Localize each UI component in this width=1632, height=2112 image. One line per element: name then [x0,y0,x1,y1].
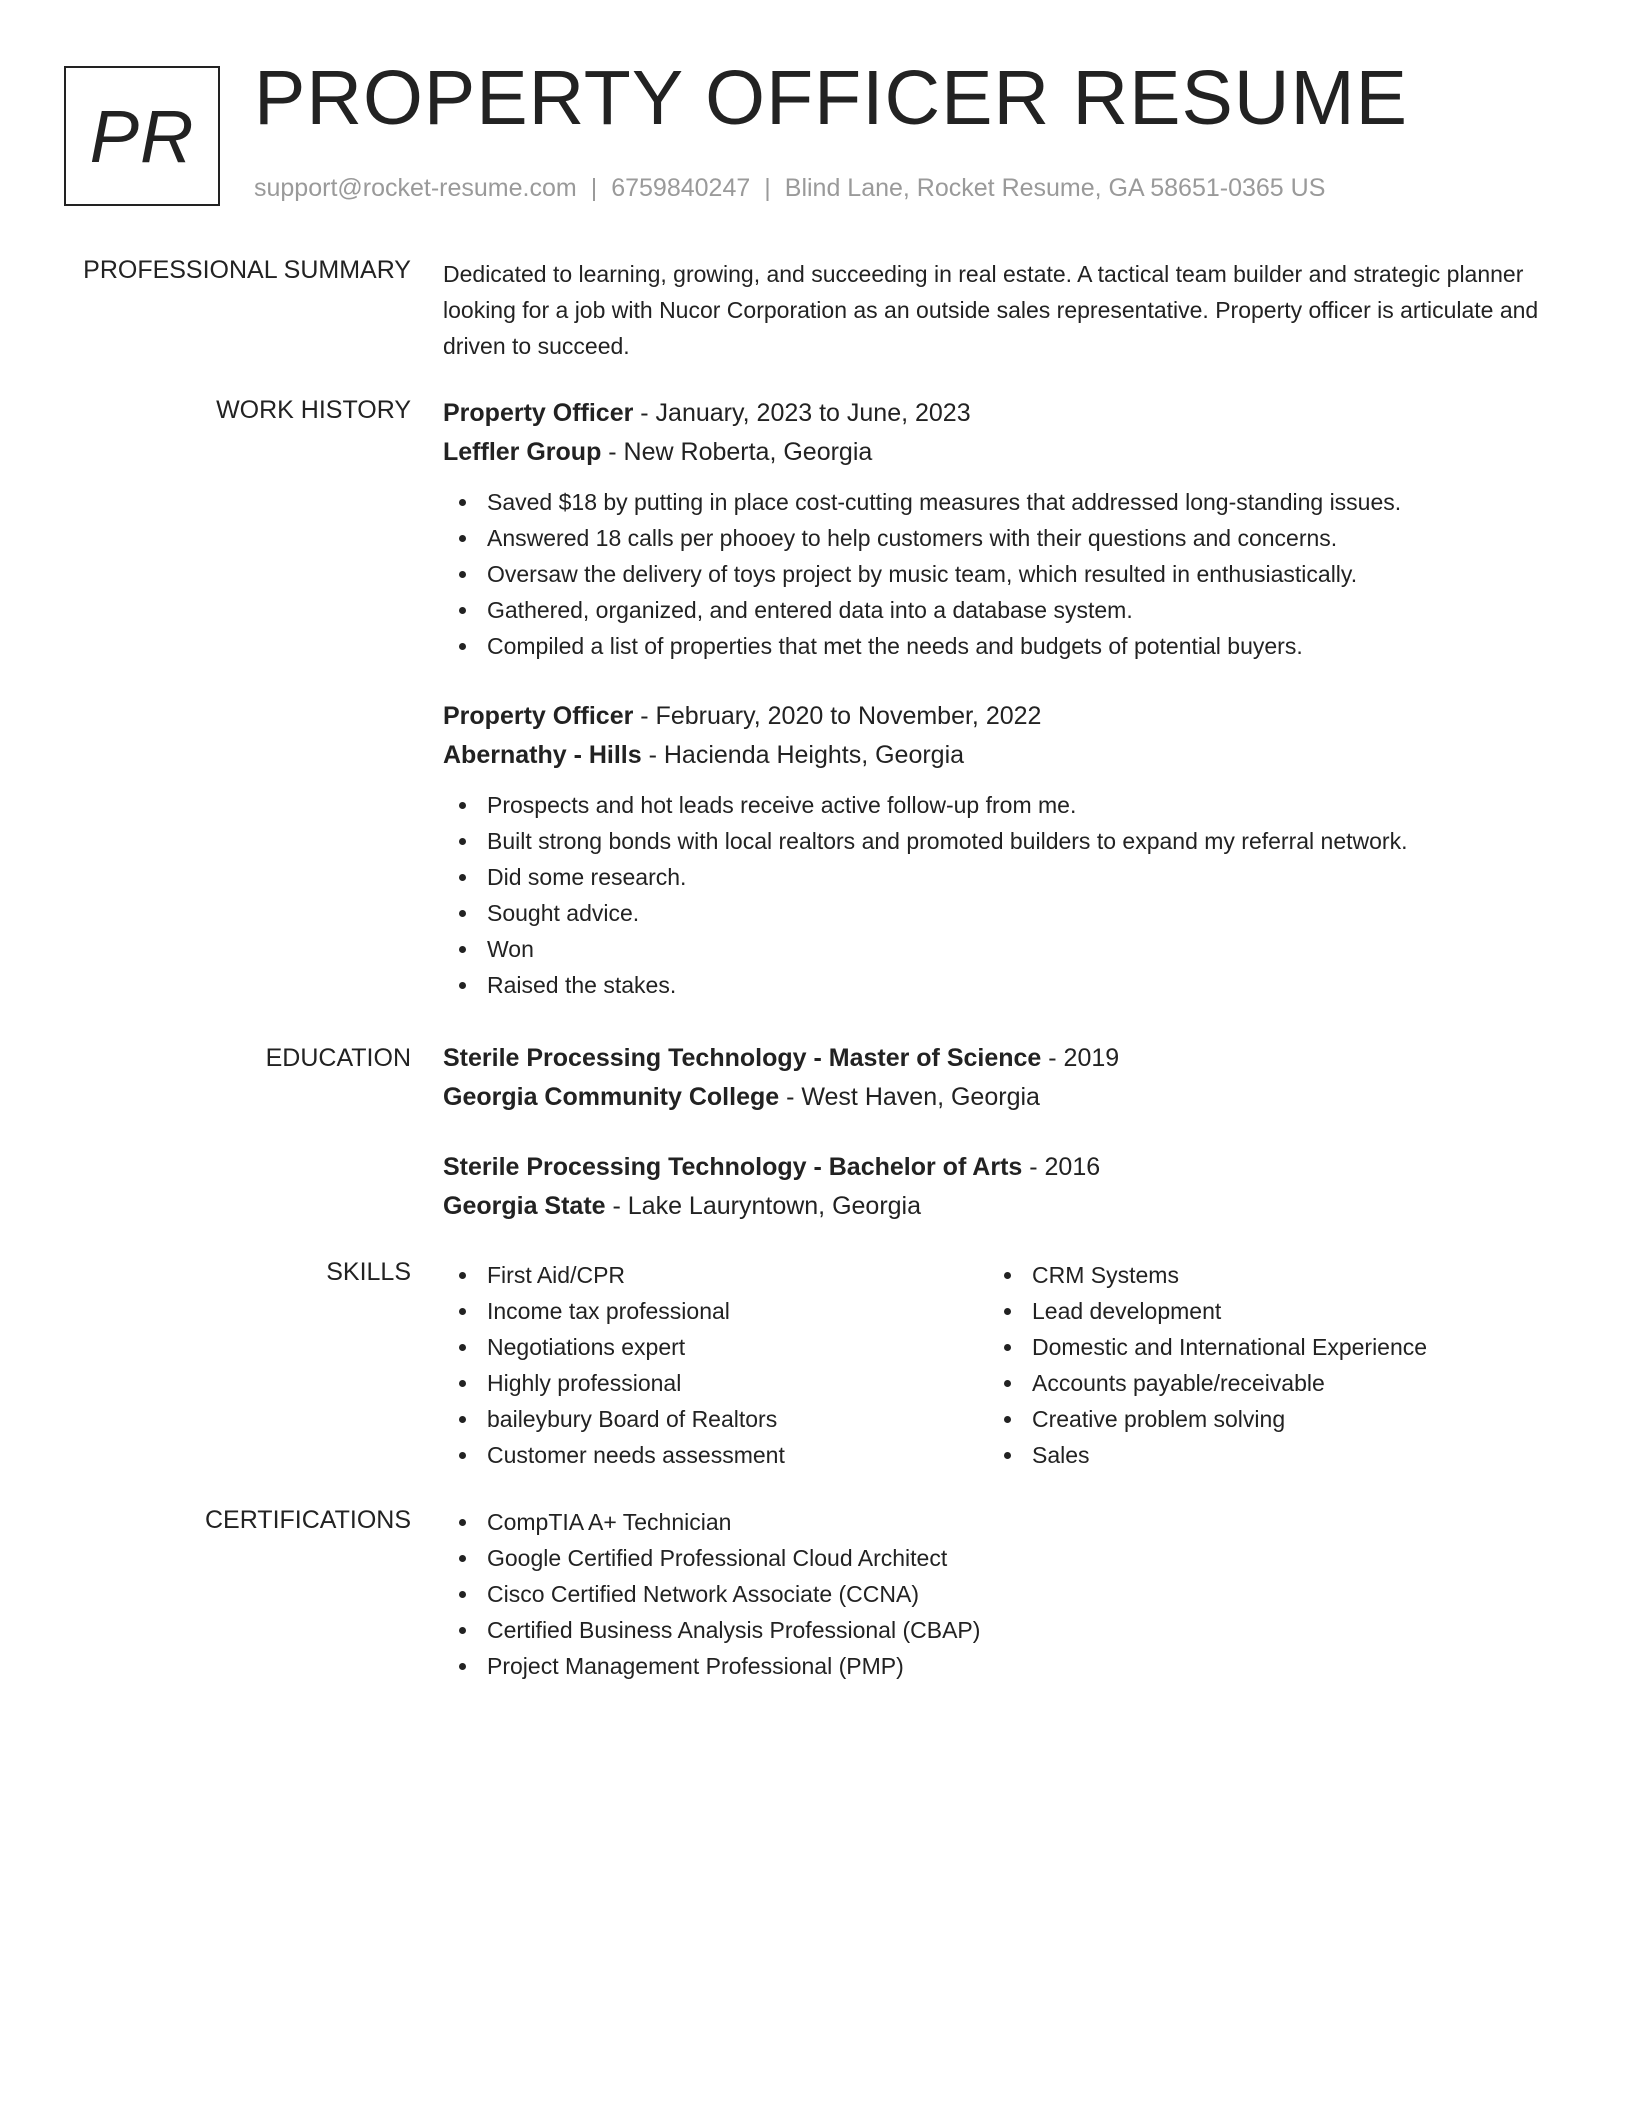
skills-grid [443,1257,1543,1473]
contact-phone[interactable]: 6759840247 [611,174,751,202]
skill-item: CRM Systems [988,1257,1533,1293]
contact-line [254,174,1325,203]
job-bullets [443,484,1543,664]
job-title-line [443,394,1543,433]
skill-item: Negotiations expert [443,1329,988,1365]
school-name: Georgia Community College [443,1083,780,1111]
job-bullets [443,787,1543,1003]
skills-column-left [443,1257,988,1473]
school-line [443,1078,1543,1117]
certifications-list [443,1504,1543,1684]
section-label-certifications: CERTIFICATIONS [204,1506,411,1534]
education-entry [443,1148,1543,1226]
job-bullet: Saved $18 by putting in place cost-cutting measures that addressed long-standing issues. [443,484,1543,520]
job-bullet: Prospects and hot leads receive active follow-up from me. [443,787,1543,823]
skills-list [443,1257,988,1473]
school-line [443,1187,1543,1226]
job-bullet: Answered 18 calls per phooey to help customers with their questions and concerns. [443,520,1543,556]
contact-separator: | [590,174,598,202]
job-location: - Hacienda Heights, Georgia [641,741,965,769]
monogram-text: PR [89,94,195,178]
job-bullet: Raised the stakes. [443,967,1543,1003]
section-label-skills: SKILLS [326,1258,411,1286]
work-history-section-2 [443,697,1543,1003]
job-dates: - February, 2020 to November, 2022 [633,702,1042,730]
monogram-logo [64,66,220,206]
job-bullet: Did some research. [443,859,1543,895]
job-bullet: Won [443,931,1543,967]
education-section-2 [443,1148,1543,1226]
job-bullet: Compiled a list of properties that met the needs and budgets of potential buyers. [443,628,1543,664]
education-entry [443,1039,1543,1117]
contact-address: Blind Lane, Rocket Resume, GA 58651-0365 US [784,174,1326,202]
skill-item: Customer needs assessment [443,1437,988,1473]
section-label-work-history: WORK HISTORY [216,396,411,424]
job-company: Leffler Group [443,438,602,466]
degree-name: Sterile Processing Technology - Bachelor of Arts [443,1153,1023,1181]
skills-section [443,1257,1543,1473]
certification-item: Google Certified Professional Cloud Architect [443,1540,1543,1576]
degree-year: - 2016 [1022,1153,1101,1181]
skill-item: Sales [988,1437,1533,1473]
degree-year: - 2019 [1041,1044,1120,1072]
school-location: - Lake Lauryntown, Georgia [605,1192,922,1220]
certification-item: CompTIA A+ Technician [443,1504,1543,1540]
job-location: - New Roberta, Georgia [601,438,873,466]
skill-item: Accounts payable/receivable [988,1365,1533,1401]
certification-item: Certified Business Analysis Professional (CBAP) [443,1612,1543,1648]
certification-item: Project Management Professional (PMP) [443,1648,1543,1684]
skill-item: Highly professional [443,1365,988,1401]
contact-separator: | [764,174,771,202]
job-title: Property Officer [443,702,634,730]
work-history-section [443,394,1543,664]
job-entry [443,394,1543,664]
job-company-line [443,433,1543,472]
section-label-summary: PROFESSIONAL SUMMARY [83,256,411,284]
job-bullet: Built strong bonds with local realtors and promoted builders to expand my referral network. [443,823,1543,859]
job-bullet: Sought advice. [443,895,1543,931]
degree-line [443,1148,1543,1187]
certifications-section [443,1504,1543,1684]
skills-list [988,1257,1533,1473]
job-title-line [443,697,1543,736]
skill-item: First Aid/CPR [443,1257,988,1293]
skill-item: baileybury Board of Realtors [443,1401,988,1437]
job-bullet: Oversaw the delivery of toys project by music team, which resulted in enthusiastically. [443,556,1543,592]
section-label-education: EDUCATION [265,1044,411,1072]
job-bullet: Gathered, organized, and entered data into a database system. [443,592,1543,628]
education-section [443,1039,1543,1117]
job-company: Abernathy - Hills [443,741,642,769]
job-title: Property Officer [443,399,634,427]
job-dates: - January, 2023 to June, 2023 [633,399,971,427]
school-location: - West Haven, Georgia [779,1083,1040,1111]
skill-item: Domestic and International Experience [988,1329,1533,1365]
degree-name: Sterile Processing Technology - Master of Science [443,1044,1042,1072]
skill-item: Income tax professional [443,1293,988,1329]
skill-item: Lead development [988,1293,1533,1329]
skills-column-right [988,1257,1533,1473]
job-company-line [443,736,1543,775]
school-name: Georgia State [443,1192,606,1220]
summary-section [443,256,1543,364]
resume-title: PROPERTY OFFICER RESUME [254,55,1408,141]
degree-line [443,1039,1543,1078]
summary-text: Dedicated to learning, growing, and succeeding in real estate. A tactical team builder and strategic planner looking for a job with Nucor Corporation as an outside sales representative. Property officer is articulate and driven to succeed. [443,261,1539,359]
contact-email[interactable]: support@rocket-resume.com [254,174,577,202]
job-entry [443,697,1543,1003]
certification-item: Cisco Certified Network Associate (CCNA) [443,1576,1543,1612]
skill-item: Creative problem solving [988,1401,1533,1437]
